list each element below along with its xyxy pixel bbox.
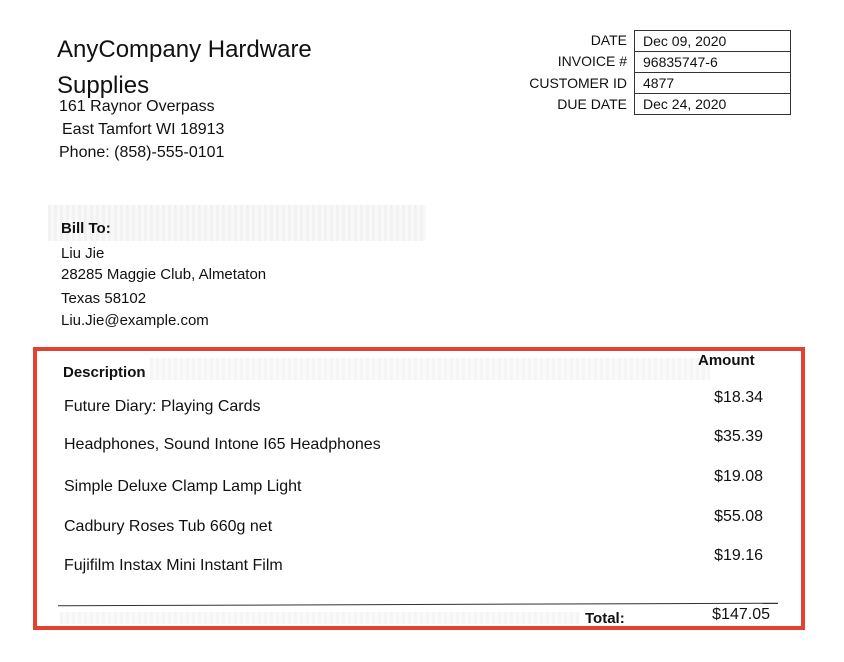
customer-id-value: 4877 (635, 73, 790, 94)
invoice-number-value: 96835747-6 (635, 52, 790, 73)
line-item-description: Future Diary: Playing Cards (64, 398, 261, 415)
bill-to-state: Texas 58102 (61, 290, 147, 307)
company-address-line1: 161 Raynor Overpass (59, 98, 215, 115)
line-item-amount: $19.16 (714, 547, 763, 564)
invoice-meta-table (634, 30, 791, 115)
line-item-amount: $18.34 (714, 389, 763, 406)
customer-id-label: CUSTOMER ID (529, 75, 627, 91)
line-item-description: Headphones, Sound Intone I65 Headphones (64, 436, 381, 453)
amount-header: Amount (698, 352, 755, 369)
company-address-line2: East Tamfort WI 18913 (62, 121, 225, 138)
line-item-amount: $19.08 (714, 468, 763, 485)
company-name-line1: AnyCompany Hardware (57, 36, 312, 63)
bill-to-street: 28285 Maggie Club, Almetaton (61, 266, 267, 283)
line-item-amount: $55.08 (714, 508, 763, 525)
line-item-description: Cadbury Roses Tub 660g net (64, 518, 273, 535)
due-date-label: DUE DATE (557, 96, 627, 112)
bill-to-label: Bill To: (61, 220, 111, 237)
invoice-label: INVOICE # (557, 53, 627, 69)
bill-to-email: Liu.Jie@example.com (61, 312, 209, 329)
company-phone: Phone: (858)-555-0101 (59, 144, 225, 161)
date-label: DATE (590, 32, 627, 48)
total-label: Total: (585, 610, 625, 627)
line-item-description: Simple Deluxe Clamp Lamp Light (64, 478, 302, 495)
date-value: Dec 09, 2020 (635, 31, 790, 52)
line-item-description: Fujifilm Instax Mini Instant Film (64, 557, 283, 574)
bill-to-name: Liu Jie (61, 245, 105, 262)
due-date-value: Dec 24, 2020 (643, 96, 727, 112)
company-name-line2: Supplies (57, 72, 150, 99)
company-name (57, 32, 312, 104)
line-item-amount: $35.39 (714, 428, 763, 445)
description-header: Description (63, 364, 146, 381)
total-value: $147.05 (712, 606, 770, 623)
